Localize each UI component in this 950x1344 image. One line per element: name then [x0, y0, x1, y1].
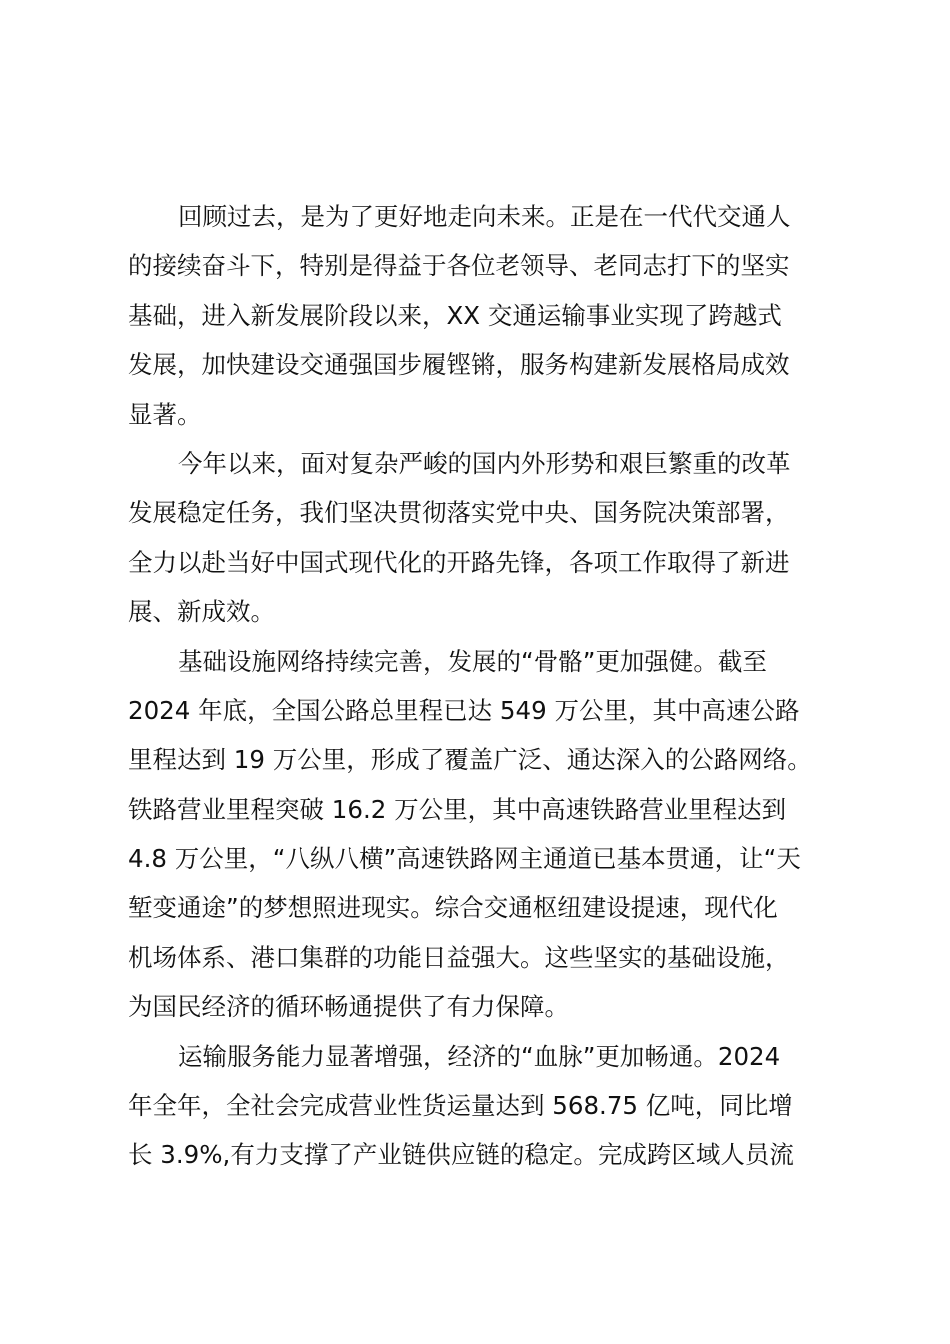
- text-line: 铁路营业里程突破 16.2 万公里，其中高速铁路营业里程达到: [128, 794, 787, 824]
- text-line: 年全年，全社会完成营业性货运量达到 568.75 亿吨，同比增: [128, 1091, 793, 1121]
- text-line: 基础，进入新发展阶段以来，XX 交通运输事业实现了跨越式: [128, 300, 782, 330]
- text-line: 运输服务能力显著增强，经济的“血脉”更加畅通。2024: [178, 1041, 781, 1071]
- text-line: 全力以赴当好中国式现代化的开路先锋，各项工作取得了新进: [128, 547, 790, 577]
- text-line: 回顾过去，是为了更好地走向未来。正是在一代代交通人: [178, 202, 791, 231]
- text-line: 发展稳定任务，我们坚决贯彻落实党中央、国务院决策部署，: [128, 498, 790, 528]
- text-line: 2024 年底，全国公路总里程已达 549 万公里，其中高速公路: [128, 695, 800, 725]
- text-line: 显著。: [128, 399, 202, 429]
- text-line: 的接续奋斗下，特别是得益于各位老领导、老同志打下的坚实: [128, 251, 790, 281]
- paragraph-infrastructure: [128, 637, 828, 1032]
- text-line: 机场体系、港口集群的功能日益强大。这些坚实的基础设施，: [128, 942, 790, 972]
- text-line: 展、新成效。: [128, 597, 275, 627]
- text-line: 发展，加快建设交通强国步履铿锵，服务构建新发展格局成效: [128, 350, 790, 380]
- body-text: [128, 192, 828, 1180]
- text-line: 为国民经济的循环畅通提供了有力保障。: [128, 992, 569, 1022]
- text-line: 长 3.9%,有力支撑了产业链供应链的稳定。完成跨区域人员流: [128, 1140, 794, 1170]
- paragraph-transport-service: [128, 1032, 828, 1180]
- paragraph-this-year: [128, 439, 828, 637]
- paragraph-review-past: [128, 192, 828, 439]
- text-line: 堑变通途”的梦想照进现实。综合交通枢纽建设提速，现代化: [128, 893, 778, 923]
- text-line: 里程达到 19 万公里，形成了覆盖广泛、通达深入的公路网络。: [128, 745, 812, 775]
- text-line: 今年以来，面对复杂严峻的国内外形势和艰巨繁重的改革: [178, 448, 791, 478]
- text-line: 4.8 万公里，“八纵八横”高速铁路网主通道已基本贯通，让“天: [128, 844, 801, 874]
- text-line: 基础设施网络持续完善，发展的“骨骼”更加强健。截至: [178, 646, 767, 676]
